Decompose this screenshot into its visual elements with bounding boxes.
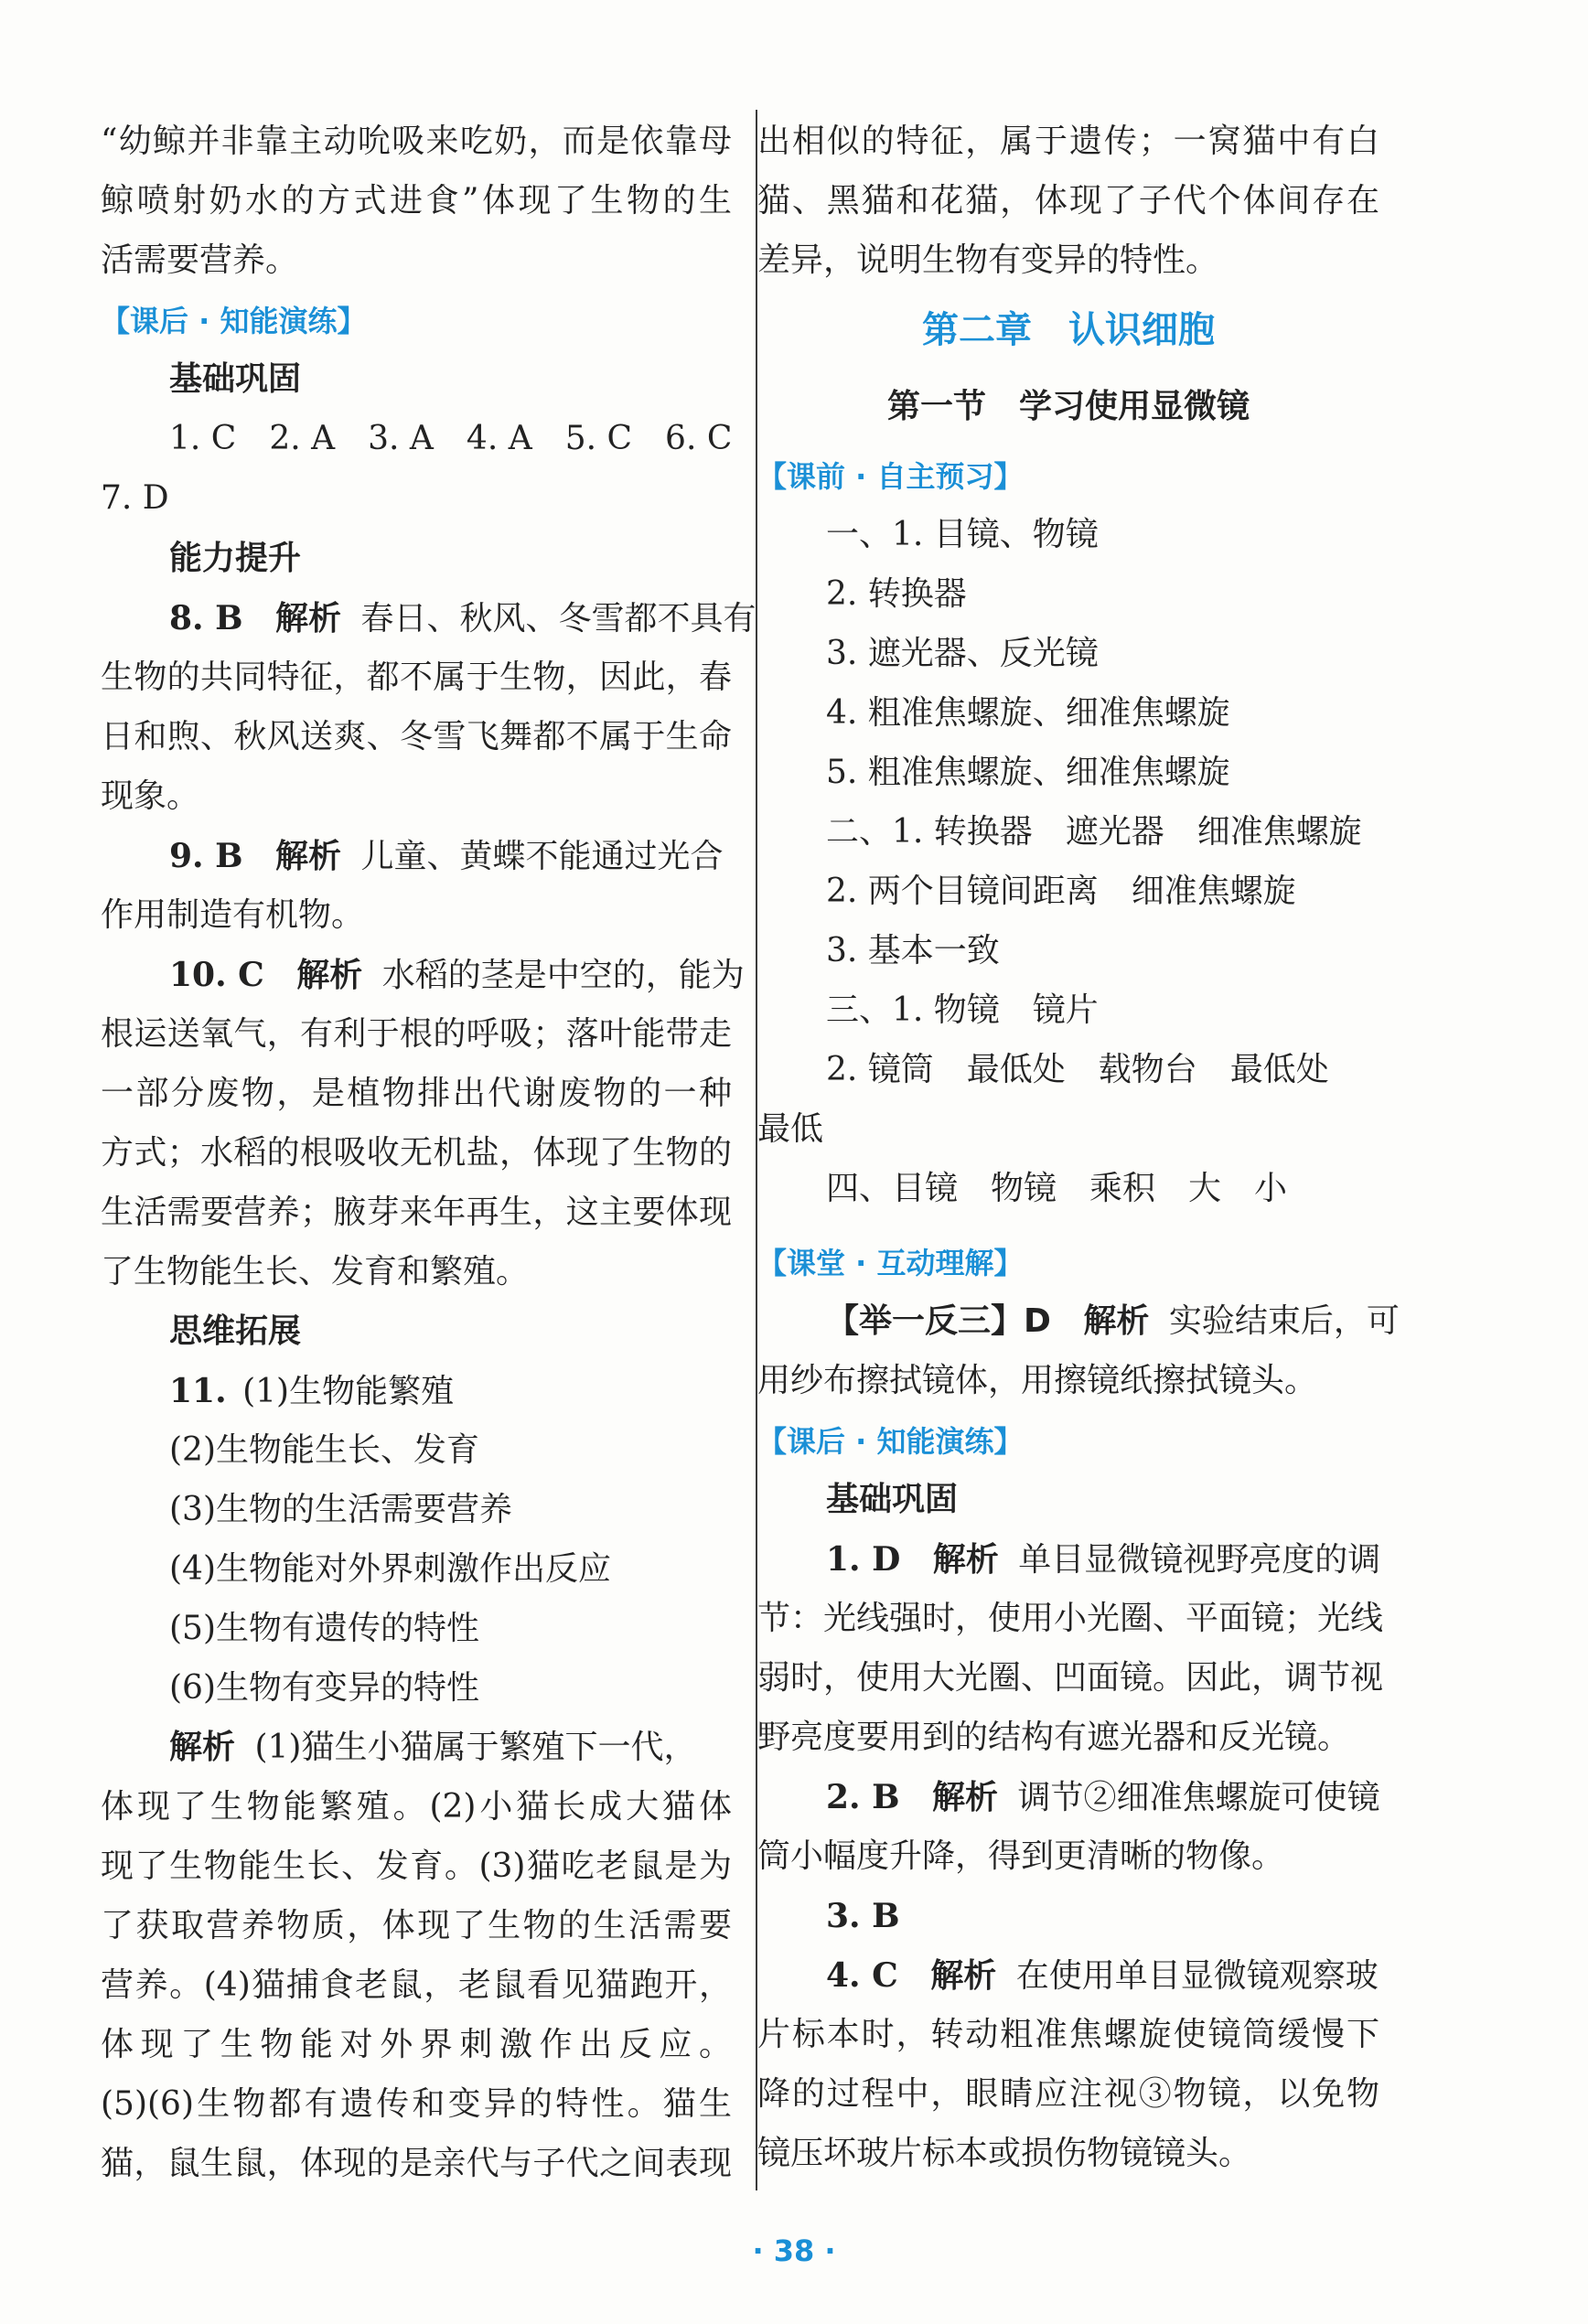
text-line: 体现了生物能对外界刺激作出反应。 [101,2026,732,2063]
text-line: 镜压坏玻片标本或损伤物镜镜头。 [757,2135,1252,2172]
answer-number: 2. B [826,1778,900,1816]
answer-line: 2. 镜筒 最低处 载物台 最低处 [826,1051,1329,1088]
answer-line: (6)生物有变异的特性 [169,1669,479,1707]
answer-line [169,954,745,997]
analysis-text: 调节②细准焦螺旋可使镜 [1017,1779,1380,1816]
answer-number: 9. B [169,837,243,875]
text-line: 现象。 [101,777,200,815]
answer-line: 1. C 2. A 3. A 4. A 5. C 6. C [169,420,733,457]
text-line: 降的过程中，眼睛应注视③物镜，以免物 [757,2075,1379,2113]
answer-text: (1)生物能繁殖 [242,1373,455,1410]
analysis-text: 在使用单目显微镜观察玻 [1015,1957,1379,1995]
example-heading: 【举一反三】D [826,1302,1051,1340]
text-line: 方式；水稻的根吸收无机盐，体现了生物的 [101,1134,732,1172]
analysis-label: 解析 [169,1729,236,1766]
text-line: 生物的共同特征，都不属于生物，因此，春 [101,659,732,696]
analysis-text: 实验结束后，可 [1168,1302,1400,1340]
answer-line: 3. 遮光器、反光镜 [826,635,1099,672]
analysis-text: 春日、秋风、冬雪都不具有 [360,600,756,637]
answer-number: 10. C [169,956,264,994]
answer-line: 一、1. 目镜、物镜 [826,516,1099,553]
text-line: 弱时，使用大光圈、凹面镜。因此，调节视 [757,1659,1384,1697]
answer-line: 3. 基本一致 [826,932,1000,969]
answer-line [169,597,756,640]
section-title: 第一节 学习使用显微镜 [886,388,1250,425]
answer-line [826,1301,1400,1343]
answer-number: 4. C [826,1956,898,1995]
text-line: 体现了生物能繁殖。(2)小猫长成大猫体 [101,1788,732,1826]
text-line: 活需要营养。 [101,241,299,279]
answer-line: (2)生物能生长、发育 [169,1431,479,1469]
text-line: (5)(6)生物都有遗传和变异的特性。猫生 [101,2085,732,2123]
analysis-label: 解析 [1083,1302,1150,1340]
analysis-text: (1)猫生小猫属于繁殖下一代， [254,1729,697,1766]
text-line: 出相似的特征，属于遗传；一窝猫中有白 [757,123,1379,160]
text-line: 片标本时，转动粗准焦螺旋使镜筒缓慢下 [757,2016,1379,2053]
text-line: 用纱布擦拭镜体，用擦镜纸擦拭镜头。 [757,1362,1318,1399]
answer-line: 二、1. 转换器 遮光器 细准焦螺旋 [826,813,1362,851]
section-tag: 【课前 · 自主预习】 [757,459,1024,494]
answer-number: 8. B [169,599,243,637]
answer-line: 四、目镜 物镜 乘积 大 小 [826,1170,1288,1207]
text-line: 鲸喷射奶水的方式进食”体现了生物的生 [101,182,732,220]
text-line: 了获取营养物质，体现了生物的生活需要 [101,1907,732,1944]
text-line: 猫、黑猫和花猫，体现了子代个体间存在 [757,182,1379,220]
section-tag: 【课后 · 知能演练】 [101,304,367,338]
text-line: 根运送氧气，有利于根的呼吸；落叶能带走 [101,1015,732,1053]
subheading: 思维拓展 [169,1312,302,1350]
analysis-label: 解析 [275,600,342,637]
answer-number: 1. D [826,1540,901,1579]
answer-line: (4)生物能对外界刺激作出反应 [169,1550,611,1588]
text-line: 节：光线强时，使用小光圈、平面镜；光线 [757,1600,1384,1637]
analysis-text: 儿童、黄蝶不能通过光合 [360,838,724,875]
subheading: 能力提升 [169,540,302,577]
section-tag: 【课堂 · 互动理解】 [757,1246,1024,1280]
text-line: 了生物能生长、发育和繁殖。 [101,1253,530,1291]
answer-number: 11. [169,1372,227,1410]
answer-line [169,835,723,878]
text-line: 差异，说明生物有变异的特性。 [757,241,1219,279]
answer-line: 5. 粗准焦螺旋、细准焦螺旋 [826,754,1230,791]
subheading: 基础巩固 [826,1481,959,1518]
answer-line: 最低 [757,1110,824,1148]
answer-line [826,1538,1380,1581]
text-line: 营养。(4)猫捕食老鼠，老鼠看见猫跑开， [101,1966,732,2004]
analysis-text: 单目显微镜视野亮度的调 [1018,1541,1381,1579]
answer-line: 7. D [101,479,169,517]
analysis-label: 解析 [932,1541,999,1579]
analysis-label: 解析 [930,1957,997,1995]
page-number: · 38 · [752,2233,836,2268]
text-line: 作用制造有机物。 [101,896,365,934]
text-line: 筒小幅度升降，得到更清晰的物像。 [757,1837,1285,1875]
answer-line [826,1955,1379,1997]
chapter-title: 第二章 认识细胞 [922,309,1215,351]
subheading: 基础巩固 [169,360,302,398]
answer-number: 3. B [826,1897,900,1935]
answer-line: 2. 转换器 [826,575,967,613]
text-line: 猫，鼠生鼠，体现的是亲代与子代之间表现 [101,2145,732,2182]
answer-line [169,1727,696,1769]
answer-line: (5)生物有遗传的特性 [169,1610,479,1647]
answer-line [826,1895,900,1938]
answer-line [826,1776,1379,1819]
text-line: “幼鲸并非靠主动吮吸来吃奶，而是依靠母 [101,123,732,160]
analysis-text: 水稻的茎是中空的，能为 [381,957,745,994]
answer-line: (3)生物的生活需要营养 [169,1491,512,1528]
analysis-label: 解析 [275,838,342,875]
answer-line: 2. 两个目镜间距离 细准焦螺旋 [826,873,1296,910]
answer-line: 4. 粗准焦螺旋、细准焦螺旋 [826,694,1230,732]
text-line: 一部分废物，是植物排出代谢废物的一种 [101,1075,732,1112]
answer-line [169,1370,454,1413]
analysis-label: 解析 [932,1779,999,1816]
answer-line: 三、1. 物镜 镜片 [826,991,1099,1029]
text-line: 日和煦、秋风送爽、冬雪飞舞都不属于生命 [101,718,732,755]
section-tag: 【课后 · 知能演练】 [757,1424,1024,1459]
analysis-label: 解析 [296,957,363,994]
text-line: 生活需要营养；腋芽来年再生，这主要体现 [101,1194,732,1231]
text-line: 野亮度要用到的结构有遮光器和反光镜。 [757,1719,1351,1756]
text-line: 现了生物能生长、发育。(3)猫吃老鼠是为 [101,1847,732,1885]
